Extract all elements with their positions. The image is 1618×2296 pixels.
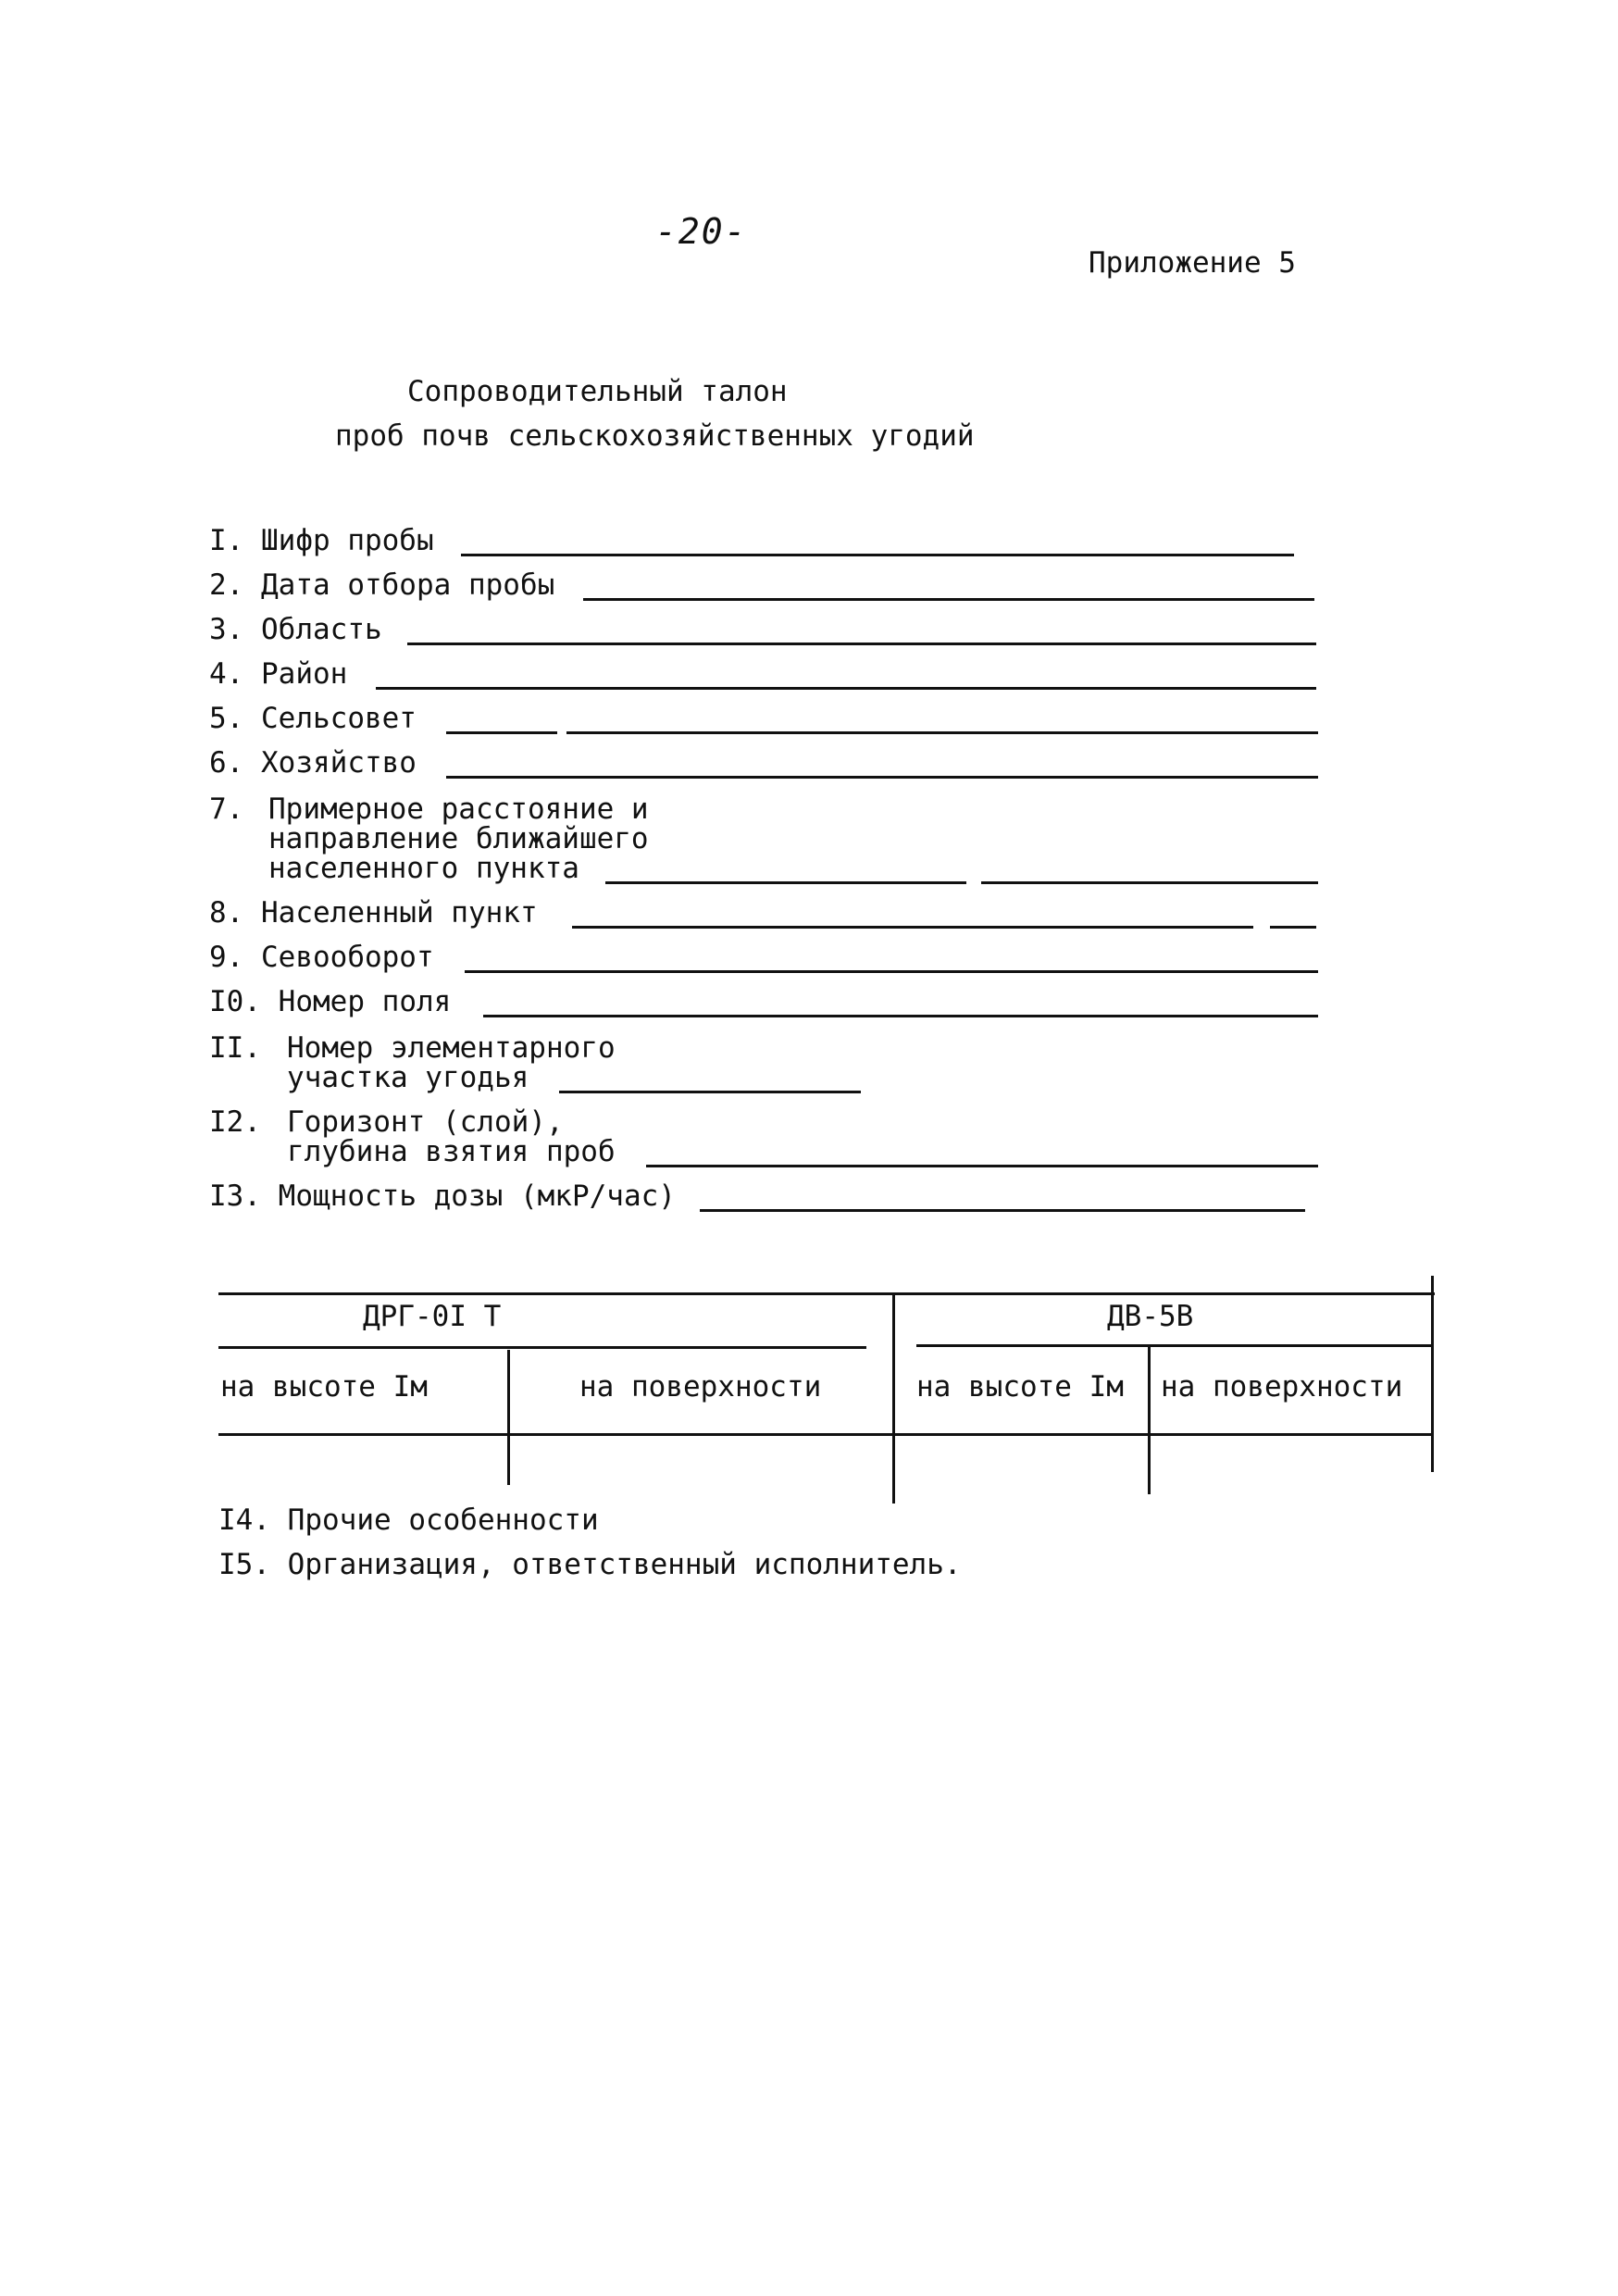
table-cell-drg-height[interactable]: [220, 1437, 504, 1479]
field-number: I4.: [218, 1504, 270, 1537]
field-number: 8.: [209, 896, 244, 930]
field-8-input-line-a[interactable]: [572, 926, 1253, 929]
field-label: Организация, ответственный исполнитель.: [287, 1548, 962, 1581]
field-12-line-1: Горизонт (слой),: [287, 1105, 564, 1139]
field-label: Сельсовет: [261, 702, 417, 735]
field-14: [218, 1504, 599, 1537]
column-header-drg-height: на высоте Iм: [220, 1370, 428, 1404]
field-13: [209, 1179, 676, 1213]
table-cell-dv-height[interactable]: [896, 1437, 1144, 1479]
field-label: Район: [261, 657, 348, 691]
field-7-number: 7.: [209, 792, 244, 826]
field-13-input-line[interactable]: [700, 1209, 1305, 1212]
field-11-input-line[interactable]: [559, 1091, 861, 1093]
table-right-border: [1431, 1276, 1434, 1472]
field-number: 5.: [209, 702, 244, 735]
field-9-input-line[interactable]: [465, 970, 1318, 973]
field-6-input-line[interactable]: [446, 776, 1318, 779]
field-number: I5.: [218, 1548, 270, 1581]
group-underline-right: [916, 1344, 1433, 1347]
field-7-input-line-a[interactable]: [605, 881, 966, 884]
field-2: [209, 568, 554, 602]
field-label: Номер поля: [278, 985, 452, 1018]
field-12-number: I2.: [209, 1105, 261, 1139]
field-label: Севооборот: [261, 941, 434, 974]
field-number: 2.: [209, 568, 244, 602]
field-7-line-3: населенного пункта: [268, 852, 579, 885]
field-label: Мощность дозы (мкР/час): [278, 1179, 676, 1213]
field-label: Прочие особенности: [287, 1504, 599, 1537]
field-15: [218, 1548, 962, 1581]
field-label: Область: [261, 613, 382, 646]
field-7-line-1: Примерное расстояние и: [268, 792, 649, 826]
field-number: I3.: [209, 1179, 261, 1213]
field-7-input-line-b[interactable]: [981, 881, 1318, 884]
column-header-drg-surface: на поверхности: [579, 1370, 822, 1404]
column-divider-right: [1148, 1346, 1151, 1494]
field-label: Населенный пункт: [261, 896, 538, 930]
field-5-input-line-a[interactable]: [446, 731, 557, 734]
field-10-input-line[interactable]: [483, 1015, 1318, 1017]
field-6: [209, 746, 417, 780]
field-number: 9.: [209, 941, 244, 974]
field-11-line-2: участка угодья: [287, 1061, 529, 1094]
field-number: I.: [209, 524, 244, 557]
appendix-label: Приложение 5: [1089, 246, 1296, 280]
column-divider-left: [507, 1350, 510, 1485]
field-number: I0.: [209, 985, 261, 1018]
field-5: [209, 702, 417, 735]
field-4-input-line[interactable]: [376, 687, 1316, 690]
field-8: [209, 896, 538, 930]
field-8-input-line-b[interactable]: [1270, 926, 1316, 929]
field-label: Дата отбора пробы: [261, 568, 555, 602]
title-line-1: Сопроводительный талон: [407, 375, 788, 408]
table-cell-drg-surface[interactable]: [511, 1437, 889, 1479]
field-number: 6.: [209, 746, 244, 780]
field-number: 4.: [209, 657, 244, 691]
table-group-divider: [892, 1294, 895, 1504]
table-cell-dv-surface[interactable]: [1151, 1437, 1429, 1479]
column-header-dv-height: на высоте Iм: [916, 1370, 1124, 1404]
table-header-bottom-rule: [218, 1433, 1433, 1436]
page-number: -20-: [655, 211, 748, 252]
group-header-dv: ДВ-5В: [1107, 1300, 1194, 1333]
title-line-2: проб почв сельскохозяйственных угодий: [335, 419, 975, 453]
field-label: Хозяйство: [261, 746, 417, 780]
field-1: [209, 524, 434, 557]
group-header-drg: ДРГ-0I Т: [363, 1300, 502, 1333]
field-4: [209, 657, 347, 691]
field-12-line-2: глубина взятия проб: [287, 1135, 616, 1168]
field-label: Шифр пробы: [261, 524, 434, 557]
field-7-line-2: направление ближайшего: [268, 822, 649, 855]
field-1-input-line[interactable]: [461, 554, 1294, 556]
field-3: [209, 613, 382, 646]
table-top-rule: [218, 1292, 1435, 1295]
group-underline-left: [218, 1346, 866, 1349]
field-2-input-line[interactable]: [583, 598, 1314, 601]
field-3-input-line[interactable]: [407, 643, 1316, 645]
field-10: [209, 985, 451, 1018]
column-header-dv-surface: на поверхности: [1161, 1370, 1403, 1404]
field-11-number: II.: [209, 1031, 261, 1065]
field-12-input-line[interactable]: [646, 1165, 1318, 1167]
field-11-line-1: Номер элементарного: [287, 1031, 616, 1065]
field-9: [209, 941, 434, 974]
field-number: 3.: [209, 613, 244, 646]
field-5-input-line-b[interactable]: [566, 731, 1318, 734]
